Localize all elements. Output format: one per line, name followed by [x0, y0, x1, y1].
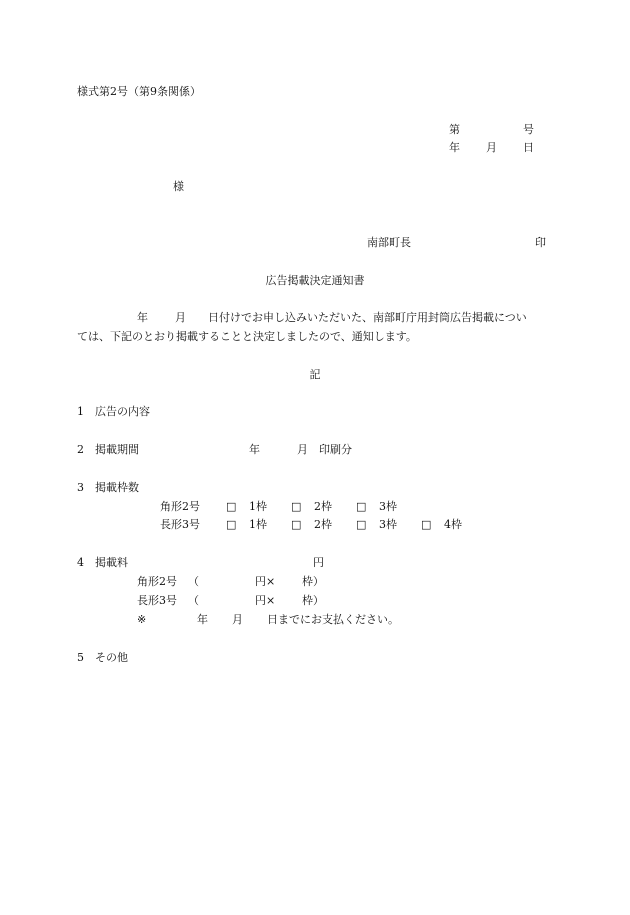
- section-3-label: 掲載枠数: [95, 481, 139, 494]
- checkbox-nagagata-1[interactable]: □: [226, 518, 237, 531]
- seal-mark: 印: [535, 236, 546, 249]
- document-title: 広告掲載決定通知書: [265, 274, 365, 287]
- fee-row-nagagata-open: （: [188, 594, 199, 607]
- body-line1: 日付けでお申し込みいただいた、南部町庁用封筒広告掲載につい: [208, 311, 527, 324]
- section-2-suffix: 印刷分: [319, 443, 352, 456]
- option-nagagata-1: 1枠: [249, 518, 267, 531]
- ki-heading: 記: [309, 368, 321, 381]
- date-day: 日: [523, 141, 534, 154]
- form-label: 様式第2号（第9条関係）: [77, 85, 201, 98]
- section-2-year: 年: [249, 443, 260, 456]
- option-nagagata-4: 4枠: [444, 518, 462, 531]
- fee-row-nagagata-yen: 円×: [255, 594, 276, 607]
- note-month: 月: [232, 613, 243, 626]
- section-5-number: 5: [77, 651, 84, 664]
- section-4-number: 4: [77, 556, 84, 569]
- body-month: 月: [175, 311, 186, 324]
- option-kakugata-2: 2枠: [314, 500, 332, 513]
- note-text: 日までにお支払ください。: [267, 613, 399, 626]
- checkbox-kakugata-2[interactable]: □: [291, 500, 302, 513]
- option-kakugata-3: 3枠: [379, 500, 397, 513]
- checkbox-kakugata-1[interactable]: □: [226, 500, 237, 513]
- section-3-number: 3: [77, 481, 84, 494]
- section-4-label: 掲載料: [95, 556, 128, 569]
- fee-row-kakugata-yen: 円×: [255, 575, 276, 588]
- section-1-number: 1: [77, 405, 84, 418]
- checkbox-nagagata-3[interactable]: □: [356, 518, 367, 531]
- doc-number-prefix: 第: [449, 123, 460, 136]
- frame-row-nagagata-name: 長形3号: [160, 518, 200, 531]
- date-month: 月: [486, 141, 497, 154]
- checkbox-nagagata-4[interactable]: □: [421, 518, 432, 531]
- fee-row-kakugata-waku: 枠）: [302, 575, 324, 588]
- fee-row-kakugata-open: （: [188, 575, 199, 588]
- frame-row-kakugata-name: 角形2号: [160, 500, 200, 513]
- body-year: 年: [137, 311, 148, 324]
- section-1-label: 広告の内容: [95, 405, 150, 418]
- note-mark: ※: [137, 613, 147, 626]
- fee-row-nagagata-waku: 枠）: [302, 594, 324, 607]
- doc-number-suffix: 号: [523, 123, 534, 136]
- section-2-number: 2: [77, 443, 84, 456]
- body-line2: ては、下記のとおり掲載することと決定しましたので、通知します。: [77, 330, 417, 343]
- fee-row-nagagata-name: 長形3号: [137, 594, 177, 607]
- section-5-label: その他: [95, 651, 128, 664]
- addressee-honorific: 様: [173, 180, 184, 193]
- sender-title: 南部町長: [367, 236, 411, 249]
- section-4-yen: 円: [313, 556, 324, 569]
- fee-row-kakugata-name: 角形2号: [137, 575, 177, 588]
- date-year: 年: [449, 141, 460, 154]
- checkbox-nagagata-2[interactable]: □: [291, 518, 302, 531]
- section-2-label: 掲載期間: [95, 443, 139, 456]
- option-nagagata-3: 3枠: [379, 518, 397, 531]
- section-2-month: 月: [297, 443, 308, 456]
- note-year: 年: [197, 613, 208, 626]
- checkbox-kakugata-3[interactable]: □: [356, 500, 367, 513]
- option-kakugata-1: 1枠: [249, 500, 267, 513]
- option-nagagata-2: 2枠: [314, 518, 332, 531]
